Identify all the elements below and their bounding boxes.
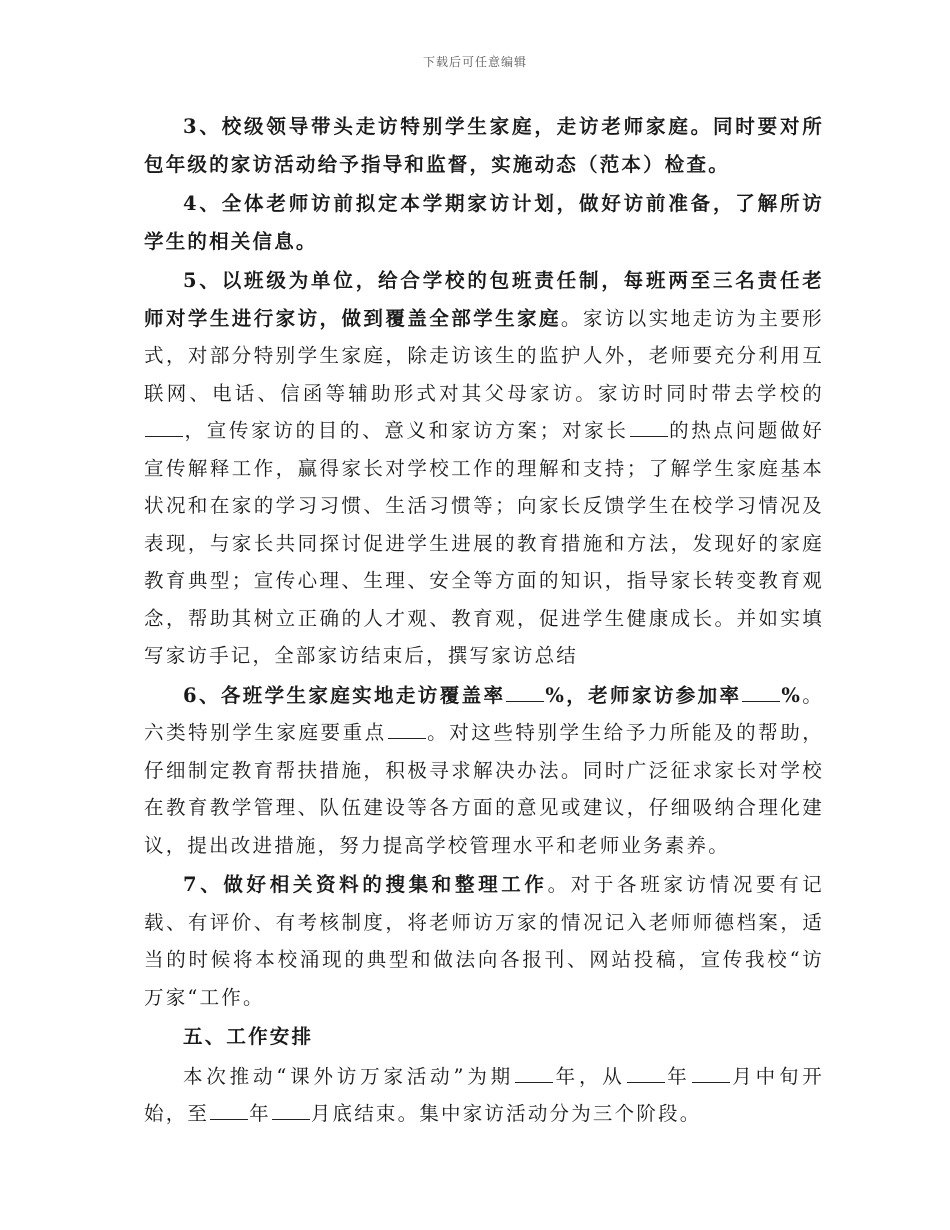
fill-blank xyxy=(630,421,668,437)
paragraph-7 xyxy=(144,866,824,1016)
fill-blank xyxy=(388,723,426,739)
fill-blank xyxy=(627,1067,665,1083)
paragraph-6-lead-3: % xyxy=(781,683,803,707)
fill-blank xyxy=(145,421,183,437)
section-heading-5-text: 五、工作安排 xyxy=(183,1025,314,1048)
paragraph-8 xyxy=(144,1058,824,1133)
paragraph-5-text-1: 。家访以实地走访为主要形式，对部分特别学生家庭，除走访该生的监护人外，老师要充分利用互联网、电话、信函等辅助形式对其父母家访。家访时同时带去学校的 xyxy=(144,306,824,405)
paragraph-4 xyxy=(144,185,824,260)
fill-blank xyxy=(515,1067,553,1083)
paragraph-6-text-1: 。六类特别学生家庭要重点 xyxy=(144,683,824,744)
paragraph-5 xyxy=(144,262,824,675)
paragraph-8-text-6: 月底结束。集中家访活动分为三个阶段。 xyxy=(310,1102,702,1125)
paragraph-6-text-2: 。对这些特别学生给予力所能及的帮助，仔细制定教育帮扶措施，积极寻求解决办法。同时广泛征求家长对学校在教育教学管理、队伍建设等各方面的意见或建议，仔细吸纳合理化建议，提出改进措施，努力提高学校管理水平和老师业务素养。 xyxy=(144,721,824,857)
paragraph-8-text-1: 本次推动“课外访万家活动”为期 xyxy=(183,1064,514,1088)
paragraph-3-text: 3、校级领导带头走访特别学生家庭，走访老师家庭。同时要对所包年级的家访活动给予指导和监督，实施动态（范本）检查。 xyxy=(144,115,824,176)
fill-blank xyxy=(692,1067,730,1083)
paragraph-8-text-5: 年 xyxy=(249,1102,271,1125)
fill-blank xyxy=(210,1104,248,1120)
paragraph-7-lead: 7、做好相关资料的搜集和整理工作 xyxy=(183,873,548,896)
fill-blank xyxy=(506,686,544,702)
page-header: 下载后可任意编辑 xyxy=(422,55,527,69)
paragraph-8-text-2: 年，从 xyxy=(554,1064,626,1088)
paragraph-8-text-3: 年 xyxy=(665,1064,691,1088)
paragraph-6 xyxy=(144,677,824,865)
section-heading-5 xyxy=(144,1018,824,1056)
paragraph-5-text-3: 的热点问题做好宣传解释工作，赢得家长对学校工作的理解和支持；了解学生家庭基本状况和在家的学习习惯、生活习惯等；向家长反馈学生在校学习情况及表现，与家长共同探讨促进学生进展的教育措施和方法，发现好的家庭教育典型；宣传心理、生理、安全等方面的知识，指导家长转变教育观念，帮助其树立正确的人才观、教育观，促进学生健康成长。并如实填写家访手记，全部家访结束后，撰写家访总结 xyxy=(144,419,824,667)
paragraph-6-lead-2: %，老师家访参加率 xyxy=(545,683,742,707)
paragraph-4-text: 4、全体老师访前拟定本学期家访计划，做好访前准备，了解所访学生的相关信息。 xyxy=(144,192,824,253)
paragraph-6-lead-1: 6、各班学生家庭实地走访覆盖率 xyxy=(183,683,506,707)
paragraph-5-text-2: ，宣传家访的目的、意义和家访方案；对家长 xyxy=(184,419,629,442)
paragraph-7-text: 。对于各班家访情况要有记载、有评价、有考核制度，将老师访万家的情况记入老师师德档案，适当的时候将本校涌现的典型和做法向各报刊、网站投稿，宣传我校“访万家“工作。 xyxy=(144,873,824,1009)
fill-blank xyxy=(742,686,780,702)
paragraph-3 xyxy=(144,108,824,183)
fill-blank xyxy=(272,1104,310,1120)
document-body xyxy=(144,108,824,1133)
paragraph-8-text-4: 月中旬开始，至 xyxy=(144,1064,824,1125)
paragraph-5-lead: 5、以班级为单位，给合学校的包班责任制，每班两至三名责任老师对学生进行家访，做到覆盖全部学生家庭 xyxy=(144,269,824,330)
